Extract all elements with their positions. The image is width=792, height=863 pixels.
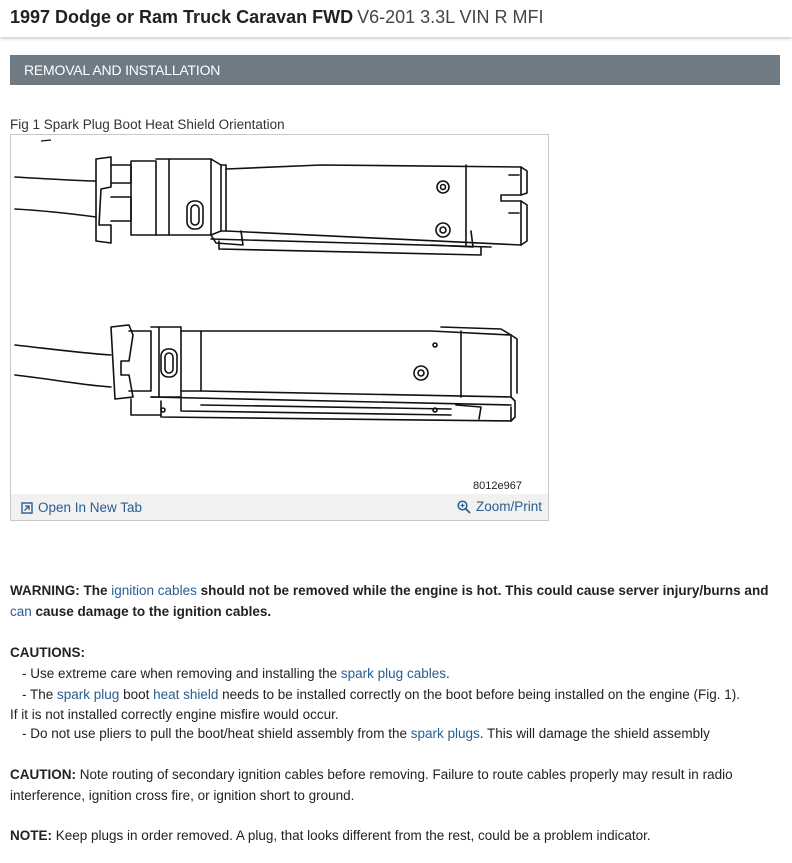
caution-paragraph — [10, 764, 785, 806]
open-in-new-tab-link[interactable] — [21, 500, 142, 515]
section-header — [10, 55, 780, 85]
page-header — [0, 0, 792, 37]
spark-plug-link[interactable]: spark plug — [57, 687, 120, 702]
spark-plug-boot-diagram — [11, 135, 548, 493]
caution-item-text: - Do not use pliers to pull the boot/heat shield assembly from the — [22, 726, 411, 741]
new-tab-icon — [21, 502, 33, 514]
note-text: Keep plugs in order removed. A plug, that looks different from the rest, could be a problem indicator. — [52, 828, 651, 843]
heat-shield-link[interactable]: heat shield — [153, 687, 219, 702]
figure-container — [10, 134, 549, 521]
caution-item-text: . This will damage the shield assembly — [479, 726, 710, 741]
can-link[interactable]: can — [10, 604, 32, 619]
cautions-label: CAUTIONS: — [10, 645, 85, 660]
engine-spec: V6-201 3.3L VIN R MFI — [357, 7, 544, 27]
vehicle-title: 1997 Dodge or Ram Truck Caravan FWD — [10, 7, 354, 27]
caution-item-text: . — [445, 666, 450, 681]
figure-code: 8012e967 — [473, 480, 522, 492]
magnifier-icon — [457, 500, 471, 514]
open-in-new-tab-label: Open In New Tab — [38, 500, 143, 515]
list-item — [22, 684, 740, 705]
spark-plugs-link[interactable]: spark plugs — [410, 726, 480, 741]
list-item — [22, 663, 450, 684]
warning-label: WARNING: — [10, 583, 80, 598]
caution-item-text: needs to be installed correctly on the boot before being installed on the engine (Fig. 1). — [218, 687, 740, 702]
warning-text: cause damage to the ignition cables. — [31, 604, 272, 619]
ignition-cables-link[interactable]: ignition cables — [111, 583, 197, 598]
spark-plug-cables-link[interactable]: spark plug cables — [340, 666, 446, 681]
caution-item-text: boot — [119, 687, 154, 702]
cautions-heading — [10, 642, 785, 663]
note-label: NOTE: — [10, 828, 52, 843]
list-item — [22, 723, 710, 744]
warning-text: should not be removed while the engine is hot. This could cause server injury/burns and — [196, 583, 769, 598]
warning-text: The — [79, 583, 112, 598]
figure-caption: Fig 1 Spark Plug Boot Heat Shield Orientation — [10, 117, 285, 132]
page-title — [10, 7, 544, 28]
zoom-print-label: Zoom/Print — [475, 499, 542, 514]
caution-label: CAUTION: — [10, 767, 76, 782]
section-title: REMOVAL AND INSTALLATION — [24, 62, 221, 78]
note-paragraph — [10, 825, 785, 846]
figure-toolbar — [11, 494, 548, 520]
caution-item-text: - Use extreme care when removing and installing the — [22, 666, 341, 681]
caution-item-text: - The — [22, 687, 58, 702]
warning-paragraph — [10, 580, 785, 622]
zoom-print-link[interactable] — [457, 499, 542, 514]
list-item-continuation: If it is not installed correctly engine misfire would occur. — [10, 707, 339, 722]
caution-text: Note routing of secondary ignition cables before removing. Failure to route cables properly may result in radio interference, ignition cross fire, or ignition short to ground. — [10, 767, 733, 803]
